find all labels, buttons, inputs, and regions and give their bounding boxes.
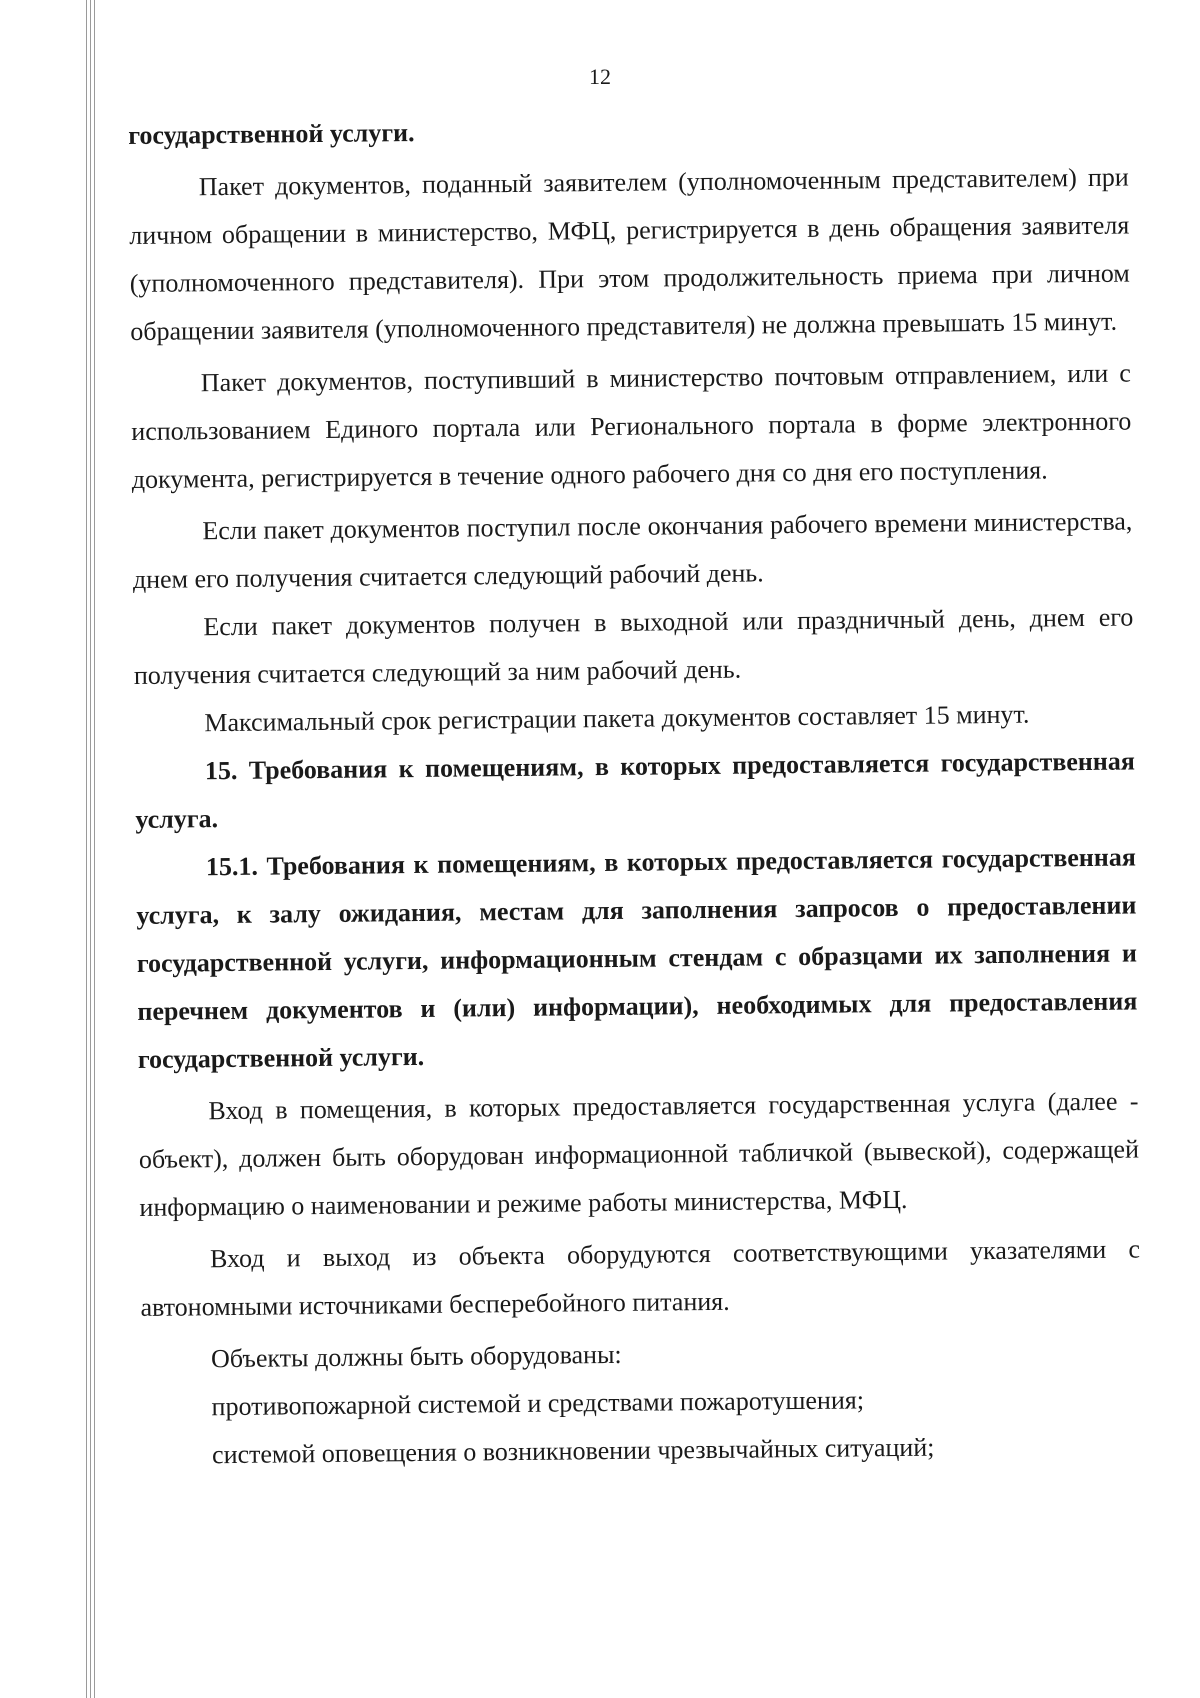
document-body (128, 102, 1142, 1480)
binding-edge-line (90, 0, 91, 1698)
section-heading-15: 15. Требования к помещениям, в которых предоставляется государственная услуга. (135, 746, 1136, 834)
paragraph-registration-in-person: Пакет документов, поданный заявителем (уполномоченным представителем) при личном обращении в министерство, МФЦ, регистрируется в день обращения заявителя (уполномоченного представителя). При этом продолжительность приема при личном обращении заявителя (уполномоченного представителя) не должна превышать 15 минут. (129, 162, 1130, 346)
paragraph-after-hours: Если пакет документов поступил после окончания рабочего времени министерства, днем его получения считается следующий рабочий день. (132, 506, 1133, 594)
paragraph-equipment-intro: Объекты должны быть оборудованы: (210, 1339, 622, 1374)
section-heading-15-1: 15.1. Требования к помещениям, в которых предоставляется государственная услуга, к залу ожидания, местам для заполнения запросов о предоставлении государственной услуги, информационным стендам с образцами их заполнения и перечнем документов и (или) информации), необходимых для предоставления государственной услуги. (136, 842, 1138, 1074)
page-number: 12 (589, 64, 611, 89)
paragraph-entrance-signage: Вход в помещения, в которых предоставляется государственная услуга (далее - объект), должен быть оборудован информационной табличкой (вывеской), содержащей информацию о наименовании и режиме работы министерства, МФЦ. (138, 1086, 1140, 1222)
list-item-emergency-alert: системой оповещения о возникновении чрезвычайных ситуаций; (211, 1432, 935, 1470)
paragraph-registration-mail-portal: Пакет документов, поступивший в министерство почтовым отправлением, или с использованием Единого портала или Регионального портала в форме электронного документа, регистрируется в течение одного рабочего дня со дня его поступления. (131, 358, 1132, 494)
binding-edge-line (94, 0, 95, 1698)
list-item-fire-system: противопожарной системой и средствами пожаротушения; (211, 1385, 865, 1422)
paragraph-entrance-exit-signs: Вход и выход из объекта оборудуются соответствующими указателями с автономными источниками бесперебойного питания. (140, 1234, 1141, 1322)
paragraph-holiday: Если пакет документов получен в выходной или праздничный день, днем его получения считается следующий за ним рабочий день. (133, 602, 1134, 690)
paragraph-max-registration-time: Максимальный срок регистрации пакета документов составляет 15 минут. (204, 699, 1030, 738)
binding-edge-line (86, 0, 87, 1698)
section-heading-continuation: государственной услуги. (128, 118, 415, 150)
